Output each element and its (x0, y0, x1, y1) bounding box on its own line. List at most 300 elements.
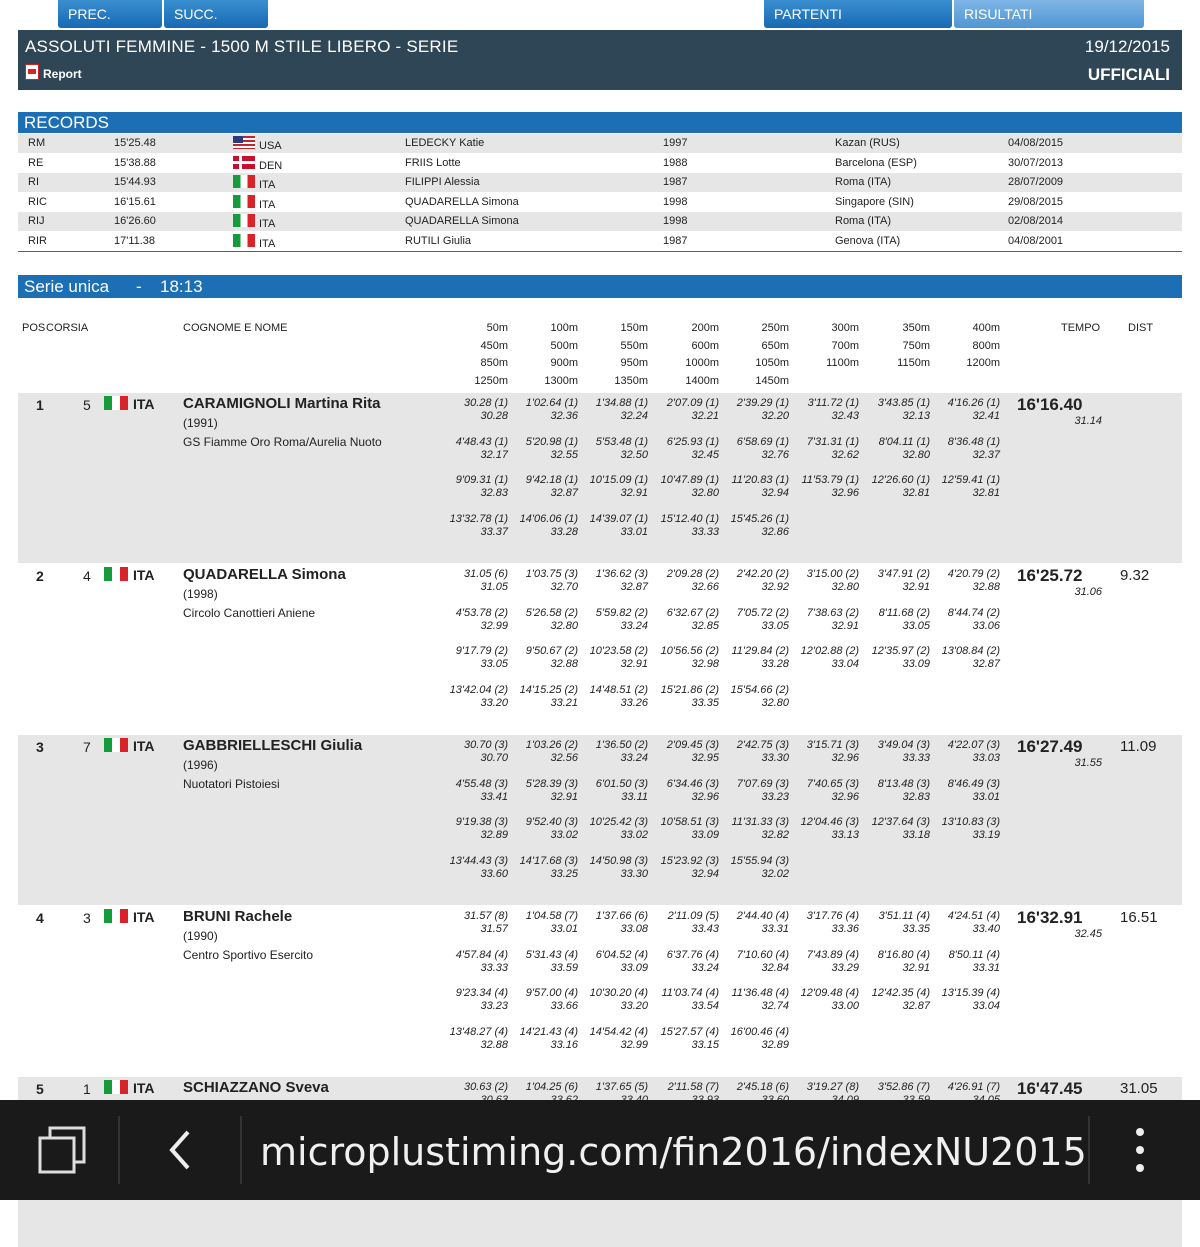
col-distance: 300m (831, 322, 859, 334)
nationality: ITA (133, 567, 155, 583)
nationality: ITA (133, 909, 155, 925)
record-date: 02/08/2014 (1008, 215, 1064, 227)
split-cumulative: 7'43.89 (4) (806, 948, 859, 961)
final-time: 16'47.45 (1017, 1079, 1083, 1098)
split-lap: 32.21 (691, 410, 719, 422)
split-cumulative: 30.63 (2) (463, 1081, 508, 1093)
split-cumulative: 2'39.29 (1) (736, 397, 789, 409)
split-cumulative: 8'36.48 (1) (947, 435, 1000, 448)
split-lap: 32.74 (761, 1000, 789, 1012)
split-lap: 33.26 (620, 696, 648, 709)
split-lap: 32.94 (761, 487, 789, 499)
record-date: 04/08/2001 (1008, 234, 1064, 247)
split-cumulative: 8'16.80 (4) (877, 948, 930, 961)
split-lap: 33.24 (691, 961, 719, 974)
athlete-name: BRUNI Rachele (183, 908, 293, 925)
split-lap: 32.96 (831, 487, 859, 499)
split-lap: 33.54 (691, 1000, 719, 1012)
split-lap: 32.02 (761, 867, 789, 880)
split-time (705, 1026, 789, 1052)
split-lap: 32.80 (691, 487, 719, 499)
col-name: COGNOME E NOME (183, 322, 288, 334)
split-lap: 33.40 (972, 923, 1000, 935)
split-lap: 32.76 (761, 448, 789, 461)
split-cumulative: 5'31.43 (4) (525, 948, 578, 961)
split-cumulative: 8'13.48 (3) (877, 777, 930, 790)
event-title: ASSOLUTI FEMMINE - 1500 M STILE LIBERO - SERIE (25, 37, 459, 56)
split-cumulative: 4'24.51 (4) (947, 910, 1000, 922)
record-time: 16'15.61 (114, 195, 156, 208)
col-distance: 1450m (755, 374, 789, 387)
record-row (18, 134, 1182, 153)
split-cumulative: 3'49.04 (3) (877, 739, 930, 751)
split-lap: 33.30 (761, 752, 789, 764)
split-lap: 33.19 (972, 829, 1000, 841)
split-lap: 32.36 (550, 410, 578, 422)
col-distance: 1350m (614, 374, 648, 387)
lane: 3 (83, 910, 91, 926)
record-code: RM (28, 137, 46, 149)
split-cumulative: 15'21.86 (2) (660, 683, 719, 696)
split-lap: 32.55 (550, 448, 578, 461)
col-distance: 200m (691, 322, 719, 334)
position: 5 (36, 1081, 44, 1097)
split-lap: 33.59 (550, 961, 578, 974)
split-lap: 32.91 (902, 961, 930, 974)
split-cumulative: 14'21.43 (4) (519, 1025, 578, 1038)
tab-results[interactable]: RISULTATI (954, 0, 1144, 28)
split-lap: 33.20 (620, 1000, 648, 1012)
split-lap: 33.01 (972, 790, 1000, 803)
split-cumulative: 14'48.51 (2) (589, 683, 648, 696)
split-cumulative: 4'48.43 (1) (455, 435, 508, 448)
split-cumulative: 12'35.97 (2) (871, 645, 930, 657)
result-row[interactable] (18, 564, 1182, 734)
col-distance: 150m (620, 322, 648, 334)
col-distance: 700m (831, 339, 859, 352)
split-cumulative: 6'37.76 (4) (666, 948, 719, 961)
col-distance: 1200m (966, 357, 1000, 369)
split-cumulative: 5'28.39 (3) (525, 777, 578, 790)
record-code: RI (28, 176, 39, 188)
split-lap: 32.91 (902, 581, 930, 593)
split-lap: 31.05 (480, 581, 508, 593)
split-lap: 32.41 (972, 410, 1000, 422)
report-link[interactable] (25, 64, 82, 81)
flag-usa-icon (233, 136, 255, 149)
menu-icon[interactable] (1130, 1126, 1150, 1174)
split-lap: 32.66 (691, 581, 719, 593)
split-cumulative: 31.05 (6) (463, 568, 508, 580)
split-lap: 33.03 (972, 752, 1000, 764)
gap-distance: 9.32 (1120, 567, 1150, 584)
split-lap: 32.87 (620, 581, 648, 593)
record-name: RUTILI Giulia (405, 234, 472, 247)
flag-den-icon (233, 156, 255, 169)
split-cumulative: 3'15.00 (2) (806, 568, 859, 580)
split-time (916, 607, 1000, 633)
club-name: GS Fiamme Oro Roma/Aurelia Nuoto (183, 435, 382, 449)
col-distance: 550m (620, 339, 648, 352)
split-cumulative: 1'36.50 (2) (595, 739, 648, 751)
result-row[interactable] (18, 906, 1182, 1076)
record-place: Roma (ITA) (835, 215, 892, 227)
split-lap: 32.99 (620, 1038, 648, 1051)
col-distance: 50m (486, 322, 508, 334)
split-cumulative: 31.57 (8) (463, 910, 508, 922)
split-cumulative: 16'00.46 (4) (730, 1025, 789, 1038)
heat-separator: - (136, 277, 142, 296)
result-row[interactable] (18, 735, 1182, 905)
split-lap: 32.56 (550, 752, 578, 764)
split-cumulative: 2'42.75 (3) (736, 739, 789, 751)
gap-distance: 11.09 (1120, 738, 1157, 755)
split-lap: 33.01 (550, 923, 578, 935)
url-bar[interactable]: microplustiming.com/fin2016/indexNU2015 (260, 1130, 1087, 1174)
pdf-icon (25, 64, 39, 80)
split-lap: 33.30 (620, 867, 648, 880)
split-lap: 32.62 (831, 448, 859, 461)
split-lap: 33.60 (480, 867, 508, 880)
split-lap: 32.70 (550, 581, 578, 593)
split-cumulative: 1'04.25 (6) (525, 1081, 578, 1093)
lane: 7 (83, 739, 91, 755)
split-cumulative: 10'56.56 (2) (660, 645, 719, 657)
split-lap: 32.24 (620, 410, 648, 422)
col-distance: 1050m (755, 357, 789, 369)
split-lap: 32.96 (831, 790, 859, 803)
result-row[interactable] (18, 393, 1182, 563)
record-nat: ITA (259, 179, 276, 191)
split-cumulative: 1'34.88 (1) (595, 397, 648, 409)
split-cumulative: 10'30.20 (4) (589, 987, 648, 999)
split-cumulative: 5'20.98 (1) (525, 435, 578, 448)
birth-year: (1991) (183, 416, 218, 430)
col-distance: 650m (761, 339, 789, 352)
split-lap: 32.20 (761, 410, 789, 422)
split-cumulative: 12'02.88 (2) (800, 645, 859, 657)
split-cumulative: 11'03.74 (4) (661, 987, 719, 999)
position: 4 (36, 910, 44, 926)
split-cumulative: 15'55.94 (3) (730, 854, 789, 867)
split-lap: 33.28 (550, 525, 578, 538)
col-distance: 1100m (826, 357, 859, 369)
split-cumulative: 3'17.76 (4) (806, 910, 859, 922)
split-cumulative: 10'58.51 (3) (660, 816, 719, 828)
split-lap: 33.08 (620, 923, 648, 935)
records-bar (18, 112, 1182, 133)
record-year: 1998 (663, 215, 688, 227)
split-lap: 33.11 (621, 790, 648, 803)
split-lap: 32.91 (550, 790, 578, 803)
split-cumulative: 7'40.65 (3) (806, 777, 859, 790)
split-cumulative: 3'15.71 (3) (806, 739, 859, 751)
split-cumulative: 4'20.79 (2) (947, 568, 1000, 580)
flag-ita-icon (104, 1080, 128, 1094)
split-lap: 32.81 (902, 487, 930, 499)
split-cumulative: 14'39.07 (1) (589, 512, 648, 525)
split-cumulative: 8'44.74 (2) (947, 606, 1000, 619)
split-time (916, 645, 1000, 671)
col-distance: 1300m (544, 374, 578, 387)
split-lap: 33.20 (480, 696, 508, 709)
split-cumulative: 6'34.46 (3) (666, 777, 719, 790)
split-lap: 33.31 (761, 923, 789, 935)
split-lap: 30.28 (480, 410, 508, 422)
status-label: UFFICIALI (1087, 65, 1170, 84)
col-distance: 250m (761, 322, 789, 334)
record-code: RE (28, 156, 44, 169)
split-lap: 33.09 (902, 658, 930, 670)
split-cumulative: 11'20.83 (1) (731, 474, 789, 486)
split-cumulative: 3'52.86 (7) (877, 1081, 930, 1093)
split-cumulative: 2'42.20 (2) (736, 568, 789, 580)
col-distance: 1150m (897, 357, 930, 369)
col-distance: 800m (972, 339, 1000, 352)
col-distance: 1250m (474, 374, 508, 387)
split-lap: 32.37 (972, 448, 1000, 461)
tabs-icon[interactable] (36, 1124, 88, 1176)
split-cumulative: 4'26.91 (7) (947, 1081, 1000, 1093)
record-nat: USA (259, 140, 282, 152)
split-cumulative: 15'27.57 (4) (660, 1025, 719, 1038)
split-lap: 32.91 (620, 658, 648, 670)
col-distance: 500m (550, 339, 578, 352)
record-row (18, 154, 1182, 173)
record-place: Genova (ITA) (835, 234, 901, 247)
split-lap: 32.87 (550, 487, 578, 499)
split-cumulative: 13'42.04 (2) (449, 683, 508, 696)
tab-next[interactable]: SUCC. (164, 0, 268, 28)
split-cumulative: 7'10.60 (4) (736, 948, 789, 961)
record-date: 29/08/2015 (1008, 195, 1064, 208)
split-lap: 32.85 (691, 619, 719, 632)
reaction-time: 31.14 (1074, 415, 1102, 427)
split-lap: 32.98 (691, 658, 719, 670)
gap-distance: 16.51 (1120, 909, 1158, 926)
split-cumulative: 6'58.69 (1) (736, 435, 789, 448)
split-lap: 32.80 (831, 581, 859, 593)
split-cumulative: 13'44.43 (3) (449, 854, 508, 867)
split-lap: 32.92 (761, 581, 789, 593)
split-lap: 33.24 (620, 752, 648, 764)
record-place: Kazan (RUS) (835, 137, 900, 149)
final-time: 16'27.49 (1017, 737, 1083, 756)
split-cumulative: 6'32.67 (2) (666, 606, 719, 619)
flag-ita-icon (233, 234, 255, 247)
split-lap: 32.82 (761, 829, 789, 841)
split-cumulative: 11'36.48 (4) (731, 987, 789, 999)
split-cumulative: 11'31.33 (3) (731, 816, 789, 828)
split-lap: 33.24 (620, 619, 648, 632)
final-time: 16'32.91 (1017, 908, 1083, 927)
nationality: ITA (133, 1080, 155, 1096)
final-time: 16'25.72 (1017, 566, 1083, 585)
split-lap: 33.02 (550, 829, 578, 841)
record-place: Roma (ITA) (835, 176, 892, 188)
record-year: 1998 (663, 195, 688, 208)
split-cumulative: 3'51.11 (4) (878, 910, 930, 922)
split-cumulative: 9'09.31 (1) (455, 474, 508, 486)
reaction-time: 31.55 (1074, 757, 1102, 769)
split-cumulative: 2'11.58 (7) (667, 1081, 719, 1093)
athlete-name: CARAMIGNOLI Martina Rita (183, 395, 381, 412)
split-cumulative: 15'12.40 (1) (660, 512, 719, 525)
split-cumulative: 14'50.98 (3) (589, 854, 648, 867)
split-cumulative: 6'25.93 (1) (666, 435, 719, 448)
split-time (916, 910, 1000, 936)
split-cumulative: 4'16.26 (1) (947, 397, 1000, 409)
split-lap: 33.23 (480, 1000, 508, 1012)
split-lap: 33.09 (691, 829, 719, 841)
record-code: RIR (28, 234, 47, 247)
split-cumulative: 7'38.63 (2) (806, 606, 859, 619)
split-cumulative: 9'57.00 (4) (525, 987, 578, 999)
heat-title: Serie unica (24, 277, 110, 296)
col-distance: 350m (902, 322, 930, 334)
split-lap: 33.28 (761, 658, 789, 670)
reaction-time: 31.06 (1074, 586, 1102, 598)
split-lap: 33.04 (972, 1000, 1000, 1012)
record-row (18, 212, 1182, 231)
split-cumulative: 7'31.31 (1) (806, 435, 859, 448)
split-time (705, 684, 789, 710)
record-row (18, 193, 1182, 212)
split-cumulative: 9'50.67 (2) (525, 645, 578, 657)
col-distance: 1000m (685, 357, 719, 369)
split-lap: 33.35 (902, 923, 930, 935)
record-code: RIJ (28, 215, 45, 227)
split-cumulative: 4'57.84 (4) (455, 948, 508, 961)
split-cumulative: 1'36.62 (3) (595, 568, 648, 580)
record-year: 1988 (663, 156, 688, 169)
split-cumulative: 2'09.45 (3) (666, 739, 719, 751)
col-dist: DIST (1128, 322, 1154, 334)
split-cumulative: 4'22.07 (3) (947, 739, 1000, 751)
split-cumulative: 15'45.26 (1) (730, 512, 789, 525)
split-cumulative: 9'23.34 (4) (455, 987, 508, 999)
record-year: 1997 (663, 137, 688, 149)
split-time (916, 436, 1000, 462)
record-year: 1987 (663, 234, 688, 247)
record-row (18, 173, 1182, 192)
split-cumulative: 6'04.52 (4) (595, 948, 648, 961)
split-cumulative: 8'04.11 (1) (878, 435, 930, 448)
tab-prev[interactable]: PREC. (58, 0, 162, 28)
split-lap: 32.88 (972, 581, 1000, 593)
split-cumulative: 30.28 (1) (463, 397, 508, 409)
split-cumulative: 3'47.91 (2) (877, 568, 930, 580)
split-cumulative: 5'59.82 (2) (595, 606, 648, 619)
split-time (916, 568, 1000, 594)
split-cumulative: 7'07.69 (3) (736, 777, 789, 790)
back-icon[interactable] (160, 1126, 200, 1174)
split-cumulative: 12'59.41 (1) (941, 474, 1000, 486)
split-lap: 31.57 (480, 923, 508, 935)
split-lap: 32.50 (620, 448, 648, 461)
split-cumulative: 12'42.35 (4) (871, 987, 930, 999)
split-lap: 32.81 (972, 487, 1000, 499)
split-lap: 32.17 (480, 448, 508, 461)
split-lap: 33.16 (550, 1038, 578, 1051)
tab-entries[interactable]: PARTENTI (764, 0, 952, 28)
split-cumulative: 3'19.27 (8) (806, 1081, 859, 1093)
split-cumulative: 9'17.79 (2) (455, 645, 508, 657)
split-cumulative: 10'47.89 (1) (660, 474, 719, 486)
split-cumulative: 12'09.48 (4) (800, 987, 859, 999)
club-name: Circolo Canottieri Aniene (183, 606, 316, 620)
record-place: Singapore (SIN) (835, 195, 914, 208)
split-cumulative: 13'10.83 (3) (941, 816, 1000, 828)
split-lap: 32.96 (691, 790, 719, 803)
split-lap: 33.05 (902, 619, 930, 632)
split-cumulative: 3'11.72 (1) (807, 397, 859, 409)
athlete-name: SCHIAZZANO Sveva (183, 1079, 329, 1096)
col-lane: CORSIA (46, 322, 89, 334)
record-nat: ITA (259, 237, 276, 250)
split-cumulative: 4'55.48 (3) (455, 777, 508, 790)
split-lap: 32.80 (761, 696, 789, 709)
split-lap: 33.23 (761, 790, 789, 803)
event-date: 19/12/2015 (1084, 37, 1170, 56)
record-nat: DEN (259, 159, 283, 172)
report-label: Report (43, 67, 82, 81)
split-cumulative: 1'37.65 (5) (595, 1081, 648, 1093)
split-lap: 32.99 (480, 619, 508, 632)
split-cumulative: 1'02.64 (1) (525, 397, 578, 409)
split-cumulative: 1'04.58 (7) (525, 910, 578, 922)
split-cumulative: 13'32.78 (1) (449, 512, 508, 525)
split-cumulative: 12'26.60 (1) (871, 474, 930, 486)
split-lap: 33.41 (480, 790, 508, 803)
col-distance: 400m (972, 322, 1000, 334)
record-code: RIC (28, 195, 47, 208)
split-lap: 33.01 (620, 525, 648, 538)
split-lap: 32.87 (902, 1000, 930, 1012)
flag-ita-icon (104, 567, 128, 581)
split-lap: 33.33 (902, 752, 930, 764)
col-distance: 850m (480, 357, 508, 369)
split-lap: 32.84 (761, 961, 789, 974)
record-date: 04/08/2015 (1008, 137, 1064, 149)
split-lap: 33.05 (761, 619, 789, 632)
split-lap: 32.88 (550, 658, 578, 670)
record-name: QUADARELLA Simona (405, 215, 519, 227)
split-lap: 32.89 (480, 829, 508, 841)
split-lap: 32.83 (902, 790, 930, 803)
split-cumulative: 10'15.09 (1) (589, 474, 648, 486)
split-cumulative: 2'44.40 (4) (736, 910, 789, 922)
col-distance: 900m (550, 357, 578, 369)
split-lap: 33.04 (831, 658, 859, 670)
club-name: Centro Sportivo Esercito (183, 948, 314, 962)
col-distance: 100m (550, 322, 578, 334)
position: 1 (36, 397, 44, 413)
split-lap: 32.86 (761, 525, 789, 538)
lane: 4 (83, 568, 91, 584)
split-lap: 32.83 (480, 487, 508, 499)
split-cumulative: 13'15.39 (4) (941, 987, 1000, 999)
split-lap: 33.15 (691, 1038, 719, 1051)
split-lap: 33.02 (620, 829, 648, 841)
results-header (18, 318, 1182, 394)
split-lap: 33.00 (831, 1000, 859, 1012)
record-time: 16'26.60 (114, 215, 156, 227)
split-lap: 32.88 (480, 1038, 508, 1051)
split-cumulative: 4'53.78 (2) (455, 606, 508, 619)
birth-year: (1996) (183, 758, 218, 772)
split-cumulative: 9'19.38 (3) (455, 816, 508, 828)
